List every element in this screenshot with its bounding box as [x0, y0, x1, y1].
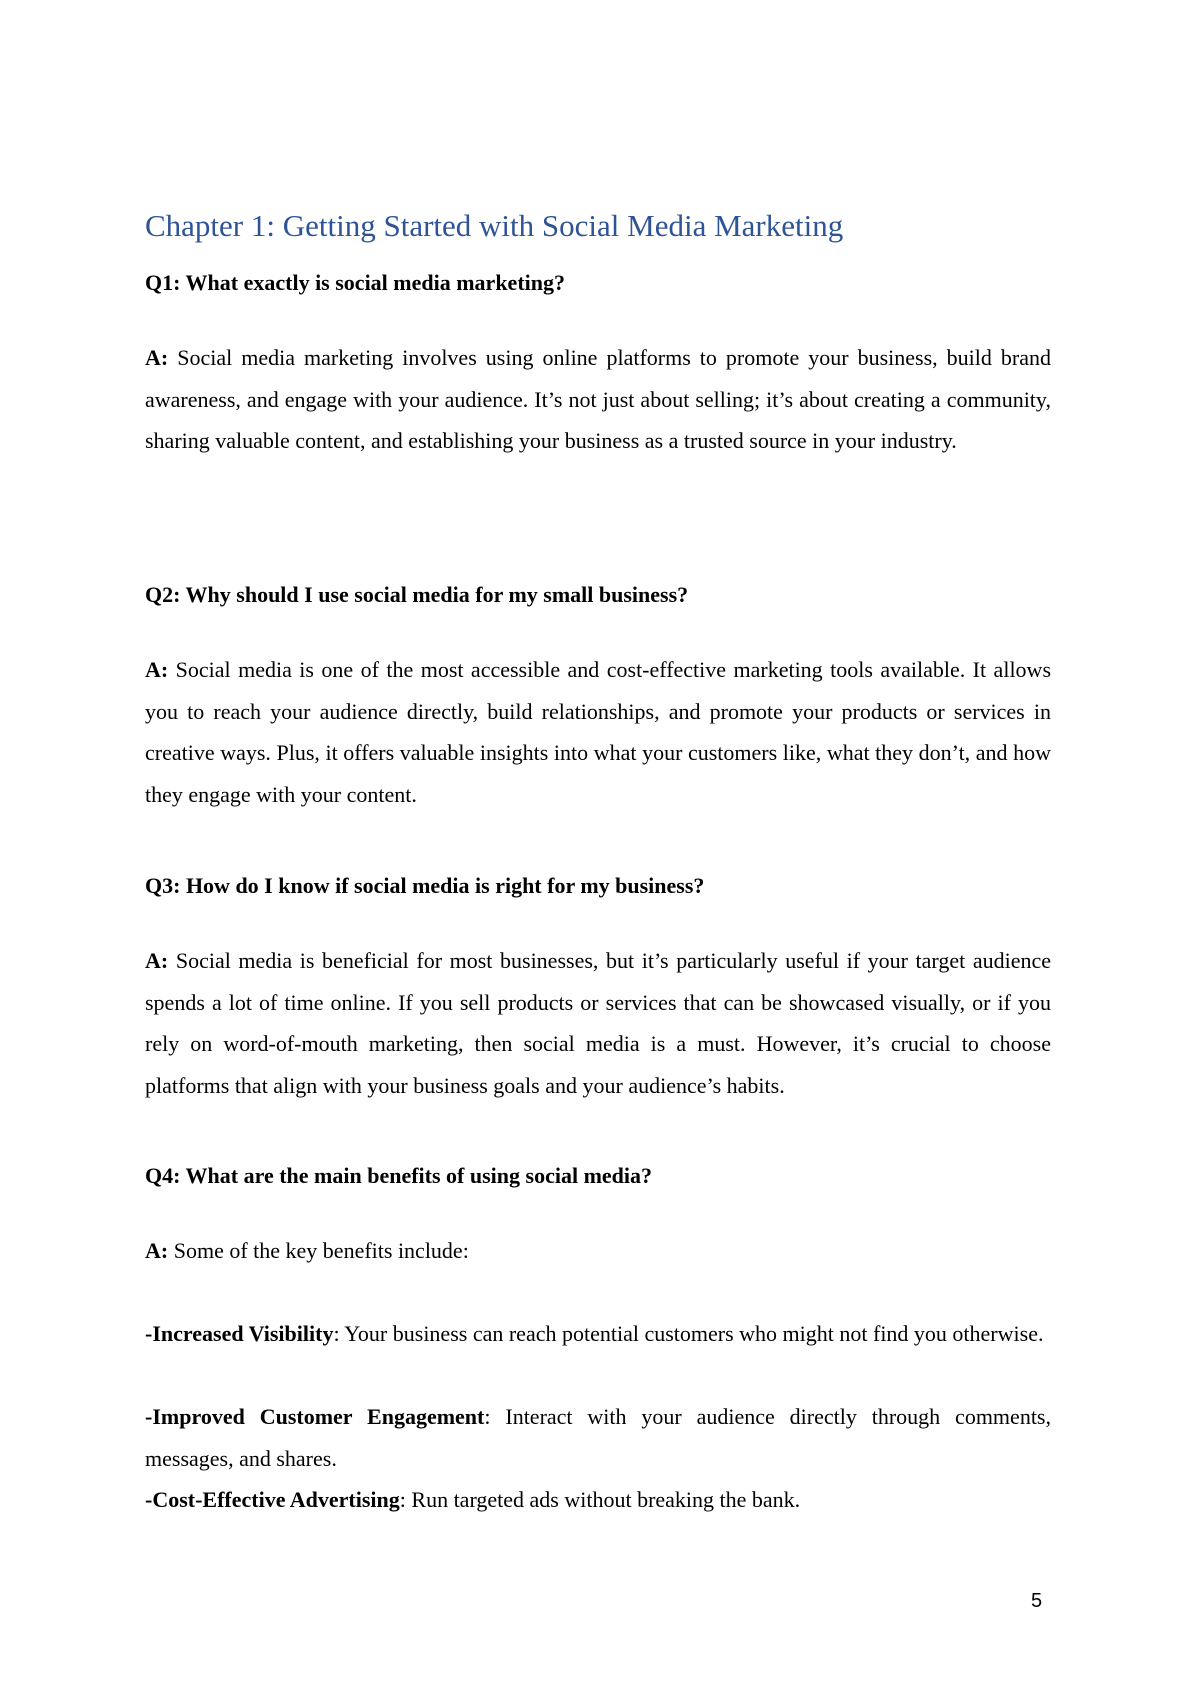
benefit-term: -Cost-Effective Advertising	[145, 1487, 400, 1512]
answer-2	[145, 649, 1051, 815]
answer-3	[145, 940, 1051, 1106]
benefit-description: : Your business can reach potential customers who might not find you otherwise.	[333, 1321, 1044, 1346]
question-2: Q2: Why should I use social media for my small business?	[145, 582, 689, 607]
benefit-description: : Interact with your audience directly through comments, messages, and shares.	[145, 1404, 1051, 1471]
answer-label: A:	[145, 657, 169, 682]
question-4: Q4: What are the main benefits of using social media?	[145, 1163, 653, 1188]
answer-label: A:	[145, 345, 169, 370]
benefit-description: : Run targeted ads without breaking the bank.	[399, 1487, 801, 1512]
answer-text: Social media marketing involves using online platforms to promote your business, build brand awareness, and engage with your audience. It’s not just about selling; it’s about creating a community, sharing valuable content, and establishing your business as a trusted source in your industry.	[145, 345, 1051, 453]
question-3: Q3: How do I know if social media is right for my business?	[145, 873, 705, 898]
benefit-term: -Increased Visibility	[145, 1321, 334, 1346]
answer-4	[145, 1230, 1051, 1272]
answer-text: Social media is one of the most accessible and cost-effective marketing tools available. It allows you to reach your audience directly, build relationships, and promote your products or services in creative ways. Plus, it offers valuable insights into what your customers like, what they don’t, and how they engage with your content.	[145, 657, 1052, 807]
answer-label: A:	[145, 1238, 169, 1263]
page-number: 5	[1031, 1590, 1043, 1612]
answer-text: Some of the key benefits include:	[173, 1238, 469, 1263]
answer-text: Social media is beneficial for most businesses, but it’s particularly useful if your target audience spends a lot of time online. If you sell products or services that can be showcased visually, or if you rely on word-of-mouth marketing, then social media is a must. However, it’s crucial to choose platforms that align with your business goals and your audience’s habits.	[145, 948, 1051, 1098]
chapter-title: Chapter 1: Getting Started with Social Media Marketing	[145, 208, 844, 243]
answer-label: A:	[145, 948, 169, 973]
answer-1	[145, 337, 1051, 462]
benefit-item	[145, 1396, 1051, 1479]
question-1: Q1: What exactly is social media marketing?	[145, 270, 565, 295]
benefit-term: -Improved Customer Engagement	[145, 1404, 485, 1429]
benefit-item	[145, 1313, 1051, 1355]
benefit-item	[145, 1479, 1051, 1521]
